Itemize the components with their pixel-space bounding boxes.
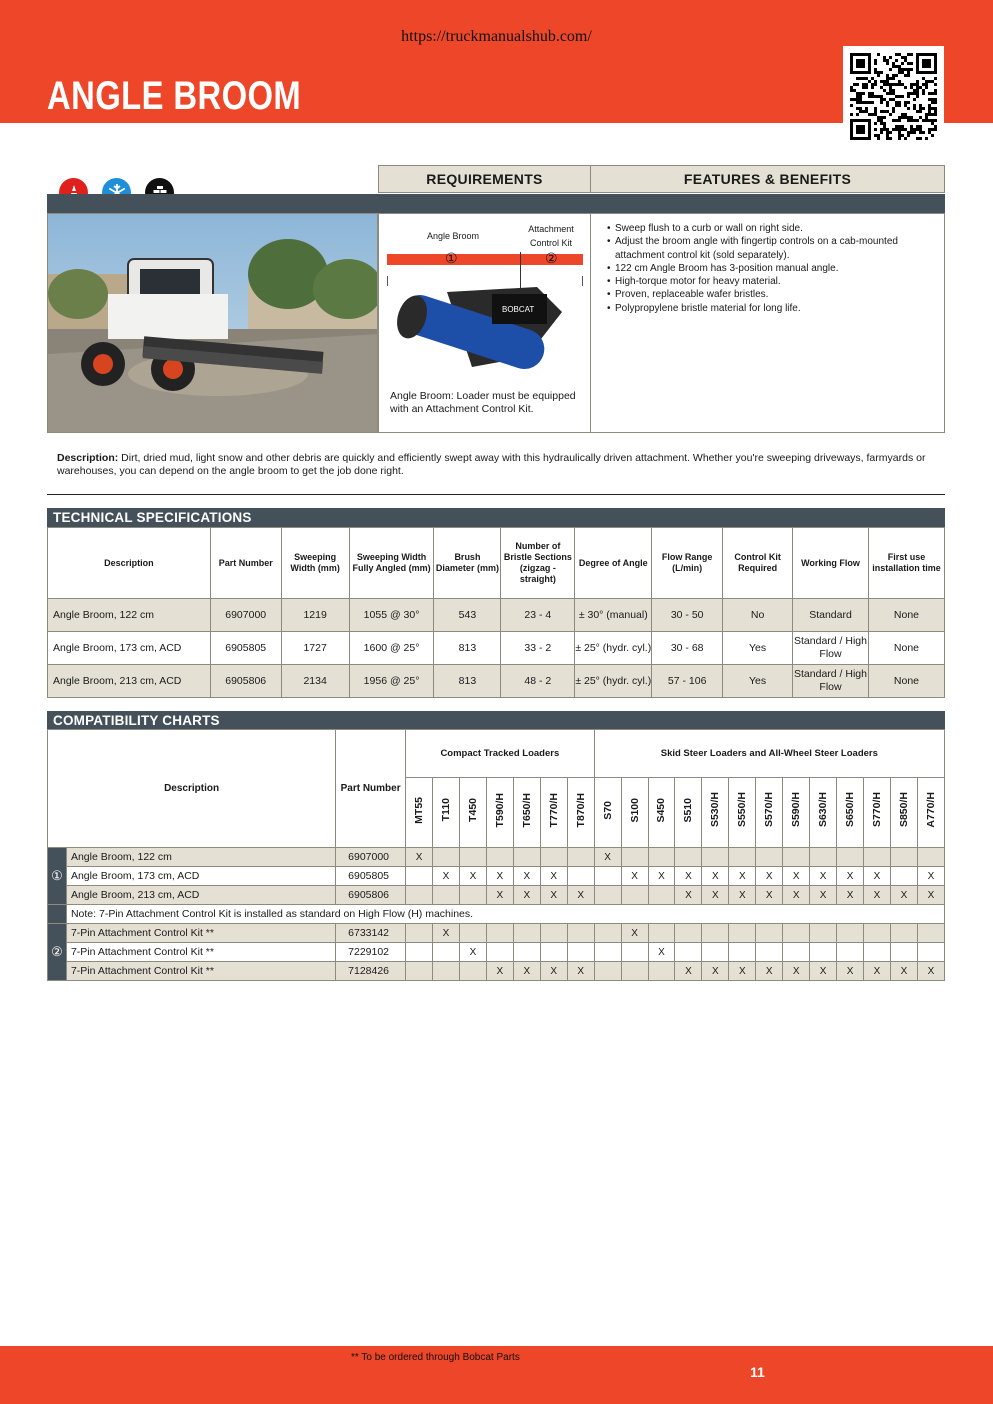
spec-cell: Angle Broom, 173 cm, ACD: [48, 632, 211, 665]
spec-cell: 543: [434, 599, 501, 632]
compat-part-number: 7128426: [336, 962, 406, 981]
model-column-header: [513, 778, 540, 848]
source-url[interactable]: https://truckmanualshub.com/: [401, 28, 592, 45]
model-column-header: [540, 778, 567, 848]
compat-mark: X: [890, 962, 917, 981]
compat-mark: [621, 848, 648, 867]
compat-mark: X: [837, 962, 864, 981]
compat-mark: [594, 867, 621, 886]
features-cell: [590, 213, 945, 433]
compat-mark: [648, 848, 675, 867]
compat-note: Note: 7-Pin Attachment Control Kit is installed as standard on High Flow (H) machines.: [66, 905, 944, 924]
compat-mark: [567, 848, 594, 867]
compat-mark: [594, 943, 621, 962]
compat-mark: X: [810, 867, 837, 886]
table-row: [48, 632, 945, 665]
model-column-header: [837, 778, 864, 848]
compat-mark: X: [837, 867, 864, 886]
spec-cell: Angle Broom, 213 cm, ACD: [48, 665, 211, 698]
spec-cell: None: [868, 599, 944, 632]
spec-cell: 813: [434, 632, 501, 665]
compat-mark: [917, 943, 944, 962]
skid-steer-loaders-header: Skid Steer Loaders and All-Wheel Steer Loaders: [594, 730, 944, 778]
compat-mark: [567, 867, 594, 886]
compat-mark: [864, 848, 891, 867]
tech-specs-table: [47, 527, 945, 698]
table-row: [48, 962, 945, 981]
compat-mark: [890, 867, 917, 886]
model-label: T450: [466, 798, 479, 822]
compat-mark: [406, 886, 433, 905]
compat-mark: [702, 848, 729, 867]
compat-mark: [486, 924, 513, 943]
compat-mark: [917, 848, 944, 867]
compat-mark: [621, 886, 648, 905]
compat-mark: [810, 848, 837, 867]
spec-cell: ± 25° (hydr. cyl.): [575, 632, 652, 665]
compat-mark: X: [890, 886, 917, 905]
compat-mark: [567, 924, 594, 943]
compat-mark: X: [675, 962, 702, 981]
compat-mark: X: [540, 886, 567, 905]
compat-mark: [783, 943, 810, 962]
compat-mark: [621, 962, 648, 981]
compat-mark: [783, 848, 810, 867]
compat-mark: X: [702, 886, 729, 905]
spec-column-header: Working Flow: [793, 528, 869, 599]
spec-cell: None: [868, 665, 944, 698]
compat-mark: [729, 943, 756, 962]
compat-mark: [837, 848, 864, 867]
feature-item: • Proven, replaceable wafer bristles.: [607, 288, 934, 301]
model-label: S70: [601, 800, 614, 820]
model-label: S100: [628, 797, 641, 823]
compat-mark: [540, 924, 567, 943]
compat-mark: X: [486, 962, 513, 981]
compat-mark: X: [648, 943, 675, 962]
compat-mark: X: [729, 962, 756, 981]
compat-mark: X: [486, 867, 513, 886]
feature-item: • Polypropylene bristle material for long life.: [607, 302, 934, 315]
spec-cell: 30 - 50: [652, 599, 723, 632]
compat-mark: X: [540, 962, 567, 981]
compat-mark: [648, 962, 675, 981]
footer-note: ** To be ordered through Bobcat Parts: [351, 1352, 520, 1363]
compat-mark: X: [729, 886, 756, 905]
spec-cell: 6905805: [210, 632, 281, 665]
model-label: S510: [682, 797, 695, 823]
compat-mark: [756, 848, 783, 867]
model-column-header: [459, 778, 486, 848]
model-label: S650/H: [844, 792, 857, 828]
model-column-header: [594, 778, 621, 848]
compat-mark: [917, 924, 944, 943]
model-label: S570/H: [763, 792, 776, 828]
compat-mark: X: [756, 886, 783, 905]
skid-steer-broom-photo: [47, 213, 378, 433]
compat-part-number: 7229102: [336, 943, 406, 962]
spec-cell: 1055 @ 30°: [349, 599, 434, 632]
divider: [47, 494, 945, 495]
compat-mark: [459, 886, 486, 905]
model-label: A770/H: [924, 792, 937, 828]
model-column-header: [567, 778, 594, 848]
spec-cell: Yes: [723, 632, 793, 665]
spec-cell: ± 25° (hydr. cyl.): [575, 665, 652, 698]
compat-mark: X: [783, 886, 810, 905]
model-column-header: [783, 778, 810, 848]
compact-tracked-loaders-header: Compact Tracked Loaders: [406, 730, 595, 778]
model-label: S550/H: [736, 792, 749, 828]
model-label: T650/H: [520, 792, 533, 828]
compat-mark: [540, 848, 567, 867]
spec-cell: 1727: [281, 632, 349, 665]
compat-mark: X: [486, 886, 513, 905]
compatibility-heading: COMPATIBILITY CHARTS: [47, 711, 945, 730]
compat-mark: [406, 962, 433, 981]
compat-mark: [433, 943, 460, 962]
compat-mark: [540, 943, 567, 962]
feature-item: • High-torque motor for heavy material.: [607, 275, 934, 288]
spec-column-header: Sweeping Width (mm): [281, 528, 349, 599]
compat-mark: X: [756, 962, 783, 981]
model-column-header: [648, 778, 675, 848]
compat-mark: [459, 962, 486, 981]
compat-mark: [648, 886, 675, 905]
compat-mark: X: [756, 867, 783, 886]
compat-description: 7-Pin Attachment Control Kit **: [66, 943, 335, 962]
tech-specs-heading: TECHNICAL SPECIFICATIONS: [47, 508, 945, 527]
compat-mark: [433, 848, 460, 867]
compat-mark: [729, 848, 756, 867]
table-row: [48, 943, 945, 962]
compat-mark: [406, 943, 433, 962]
compat-mark: X: [621, 867, 648, 886]
compat-mark: [702, 943, 729, 962]
spec-column-header: Flow Range (L/min): [652, 528, 723, 599]
table-row: [48, 848, 945, 867]
feature-item: • Adjust the broom angle with fingertip controls on a cab-mounted attachment control kit (sold separately).: [607, 235, 934, 262]
compat-mark: [513, 924, 540, 943]
compat-mark: [513, 943, 540, 962]
model-label: S590/H: [790, 792, 803, 828]
model-column-header: [675, 778, 702, 848]
spec-cell: 6905806: [210, 665, 281, 698]
spec-cell: 6907000: [210, 599, 281, 632]
compat-description: 7-Pin Attachment Control Kit **: [66, 962, 335, 981]
table-row: [48, 665, 945, 698]
model-column-header: [756, 778, 783, 848]
model-label: T590/H: [493, 792, 506, 828]
model-column-header: [729, 778, 756, 848]
compat-mark: X: [783, 867, 810, 886]
group-marker: ①: [48, 848, 67, 905]
model-column-header: [406, 778, 433, 848]
compat-part-number: 6905805: [336, 867, 406, 886]
description: [57, 452, 937, 478]
compat-description: Angle Broom, 122 cm: [66, 848, 335, 867]
compat-mark: [459, 924, 486, 943]
compat-mark: [675, 848, 702, 867]
compat-mark: X: [675, 886, 702, 905]
compat-mark: [837, 943, 864, 962]
compat-mark: [648, 924, 675, 943]
compat-mark: X: [917, 962, 944, 981]
compat-mark: [864, 943, 891, 962]
compat-mark: [810, 924, 837, 943]
model-label: S850/H: [897, 792, 910, 828]
spec-cell: 2134: [281, 665, 349, 698]
compat-mark: X: [864, 867, 891, 886]
spec-cell: Standard / High Flow: [793, 665, 869, 698]
spec-cell: Standard / High Flow: [793, 632, 869, 665]
requirement-number-1: ①: [445, 250, 458, 266]
spec-cell: 1956 @ 25°: [349, 665, 434, 698]
compat-mark: [433, 962, 460, 981]
compat-mark: [864, 924, 891, 943]
table-row: [48, 886, 945, 905]
angle-broom-label: Angle Broom: [427, 231, 480, 241]
compat-mark: [729, 924, 756, 943]
bar-tick: [582, 276, 583, 286]
compat-mark: [783, 924, 810, 943]
features-list: [607, 222, 934, 315]
model-column-header: [917, 778, 944, 848]
compat-part-number: 6905806: [336, 886, 406, 905]
svg-text:BOBCAT: BOBCAT: [502, 305, 535, 314]
spec-column-header: Degree of Angle: [575, 528, 652, 599]
compat-mark: [756, 943, 783, 962]
compat-mark: [486, 943, 513, 962]
compat-mark: X: [675, 867, 702, 886]
spec-cell: 48 - 2: [501, 665, 575, 698]
compat-mark: [594, 962, 621, 981]
model-label: S450: [655, 797, 668, 823]
compat-mark: X: [540, 867, 567, 886]
model-label: T870/H: [574, 792, 587, 828]
compat-mark: X: [729, 867, 756, 886]
compatibility-table: [47, 729, 945, 981]
compat-mark: X: [433, 867, 460, 886]
group-marker-spacer: [48, 905, 67, 924]
spec-column-header: Part Number: [210, 528, 281, 599]
qr-code: [843, 46, 944, 147]
note-row: [48, 905, 945, 924]
compat-mark: X: [513, 867, 540, 886]
compat-description: Angle Broom, 213 cm, ACD: [66, 886, 335, 905]
compat-mark: X: [837, 886, 864, 905]
model-label: S530/H: [709, 792, 722, 828]
compat-desc-header: Description: [48, 730, 336, 848]
spec-column-header: Sweeping Width Fully Angled (mm): [349, 528, 434, 599]
compat-mark: [513, 848, 540, 867]
compat-mark: X: [459, 943, 486, 962]
spec-cell: 23 - 4: [501, 599, 575, 632]
compat-mark: [675, 943, 702, 962]
compat-mark: X: [864, 886, 891, 905]
compat-mark: X: [917, 886, 944, 905]
compat-mark: [594, 886, 621, 905]
compat-pn-header: Part Number: [336, 730, 406, 848]
model-column-header: [890, 778, 917, 848]
requirements-caption: Angle Broom: Loader must be equipped with an Attachment Control Kit.: [390, 390, 576, 415]
angle-broom-image: [387, 282, 572, 377]
model-label: T770/H: [547, 792, 560, 828]
spec-column-header: Control Kit Required: [723, 528, 793, 599]
spec-cell: Standard: [793, 599, 869, 632]
compat-mark: [702, 924, 729, 943]
model-label: T110: [439, 798, 452, 822]
requirements-heading: REQUIREMENTS: [378, 165, 591, 193]
compat-part-number: 6907000: [336, 848, 406, 867]
model-column-header: [621, 778, 648, 848]
spec-column-header: First use installation time: [868, 528, 944, 599]
model-label: S770/H: [870, 792, 883, 828]
compat-mark: [406, 867, 433, 886]
compat-mark: X: [783, 962, 810, 981]
compat-mark: X: [810, 962, 837, 981]
compat-mark: [890, 848, 917, 867]
spec-column-header: Number of Bristle Sections (zigzag - straight): [501, 528, 575, 599]
requirements-cell: [378, 213, 591, 433]
compat-mark: [675, 924, 702, 943]
compat-mark: X: [513, 886, 540, 905]
compat-mark: [837, 924, 864, 943]
description-text: Dirt, dried mud, light snow and other debris are quickly and efficiently swept away with this hydraulically driven attachment. Whether you're sweeping driveways, farmyards or warehouses, you can depend on the angle broom to get the job done right.: [57, 452, 926, 477]
model-label: S630/H: [817, 792, 830, 828]
spec-cell: Angle Broom, 122 cm: [48, 599, 211, 632]
page-title: ANGLE BROOM: [47, 74, 302, 118]
compat-mark: [890, 943, 917, 962]
model-column-header: [810, 778, 837, 848]
spec-cell: 33 - 2: [501, 632, 575, 665]
compat-description: 7-Pin Attachment Control Kit **: [66, 924, 335, 943]
spec-column-header: Description: [48, 528, 211, 599]
compat-mark: X: [810, 886, 837, 905]
compat-description: Angle Broom, 173 cm, ACD: [66, 867, 335, 886]
compat-mark: X: [567, 962, 594, 981]
compat-mark: X: [433, 924, 460, 943]
compat-mark: [406, 924, 433, 943]
compat-mark: [459, 848, 486, 867]
compat-mark: X: [459, 867, 486, 886]
compat-mark: X: [702, 867, 729, 886]
table-row: [48, 599, 945, 632]
page-number: 11: [750, 1364, 765, 1380]
compat-mark: [890, 924, 917, 943]
table-row: [48, 924, 945, 943]
compat-mark: X: [702, 962, 729, 981]
requirement-number-2: ②: [545, 250, 558, 266]
compat-mark: X: [621, 924, 648, 943]
group-marker: ②: [48, 924, 67, 981]
compat-mark: X: [864, 962, 891, 981]
spec-cell: 1219: [281, 599, 349, 632]
model-column-header: [702, 778, 729, 848]
model-column-header: [864, 778, 891, 848]
spec-cell: ± 30° (manual): [575, 599, 652, 632]
model-column-header: [486, 778, 513, 848]
compat-mark: X: [406, 848, 433, 867]
compat-mark: X: [513, 962, 540, 981]
compat-mark: X: [594, 848, 621, 867]
spec-cell: 30 - 68: [652, 632, 723, 665]
section-band: [47, 194, 945, 213]
model-label: MT55: [413, 796, 426, 824]
spec-cell: 813: [434, 665, 501, 698]
description-label: Description:: [57, 452, 119, 464]
feature-item: • 122 cm Angle Broom has 3-position manual angle.: [607, 262, 934, 275]
table-row: [48, 867, 945, 886]
model-column-header: [433, 778, 460, 848]
spec-cell: None: [868, 632, 944, 665]
features-heading: FEATURES & BENEFITS: [590, 165, 945, 193]
spec-cell: Yes: [723, 665, 793, 698]
compat-part-number: 6733142: [336, 924, 406, 943]
compat-mark: [567, 943, 594, 962]
spec-cell: 1600 @ 25°: [349, 632, 434, 665]
attachment-control-kit-label: Attachment Control Kit: [528, 224, 574, 248]
compat-mark: [756, 924, 783, 943]
spec-cell: 57 - 106: [652, 665, 723, 698]
compat-mark: [810, 943, 837, 962]
spec-column-header: Brush Diameter (mm): [434, 528, 501, 599]
compat-mark: [594, 924, 621, 943]
feature-item: • Sweep flush to a curb or wall on right side.: [607, 222, 934, 235]
compat-mark: [433, 886, 460, 905]
compat-mark: X: [567, 886, 594, 905]
compat-mark: X: [648, 867, 675, 886]
compat-mark: X: [917, 867, 944, 886]
compat-mark: [486, 848, 513, 867]
spec-cell: No: [723, 599, 793, 632]
qr-code-icon: [850, 53, 937, 140]
compat-mark: [621, 943, 648, 962]
